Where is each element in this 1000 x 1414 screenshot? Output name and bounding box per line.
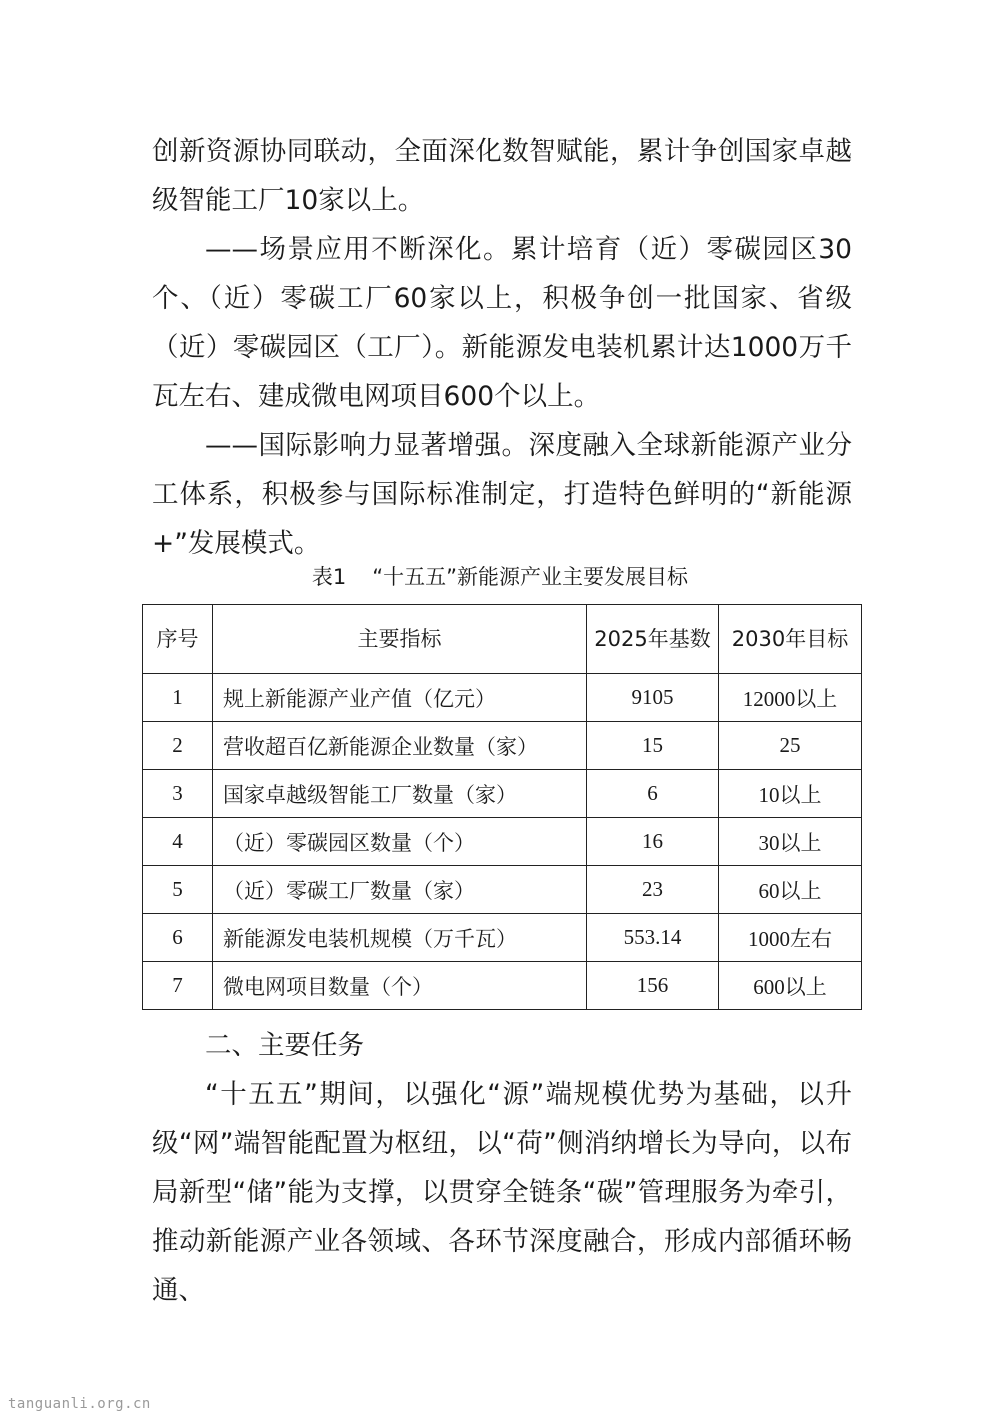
cell-target: 30以上 — [719, 818, 862, 866]
cell-base: 553.14 — [587, 914, 719, 962]
cell-target: 25 — [719, 722, 862, 770]
cell-target: 1000左右 — [719, 914, 862, 962]
cell-base: 15 — [587, 722, 719, 770]
table-row — [143, 674, 862, 722]
cell-base: 23 — [587, 866, 719, 914]
paragraph-scenario-application: ——场景应用不断深化。累计培育（近）零碳园区30个、（近）零碳工厂60家以上，积极争创一批国家、省级（近）零碳园区（工厂）。新能源发电装机累计达1000万千瓦左右、建成微电网项目600个以上。 — [152, 234, 852, 412]
cell-no: 1 — [143, 674, 213, 722]
table-caption — [0, 560, 1000, 594]
table-caption-title: “十五五”新能源产业主要发展目标 — [372, 565, 689, 589]
table-row — [143, 770, 862, 818]
watermark: tanguanli.org.cn — [8, 1396, 151, 1412]
cell-target: 600以上 — [719, 962, 862, 1010]
cell-base: 156 — [587, 962, 719, 1010]
header-base-2025: 2025年基数 — [587, 605, 719, 674]
cell-no: 7 — [143, 962, 213, 1010]
table-row — [143, 962, 862, 1010]
cell-base: 9105 — [587, 674, 719, 722]
cell-base: 16 — [587, 818, 719, 866]
cell-no: 5 — [143, 866, 213, 914]
table-caption-label: 表1 — [311, 565, 347, 589]
cell-indicator: 新能源发电装机规模（万千瓦） — [213, 914, 587, 962]
cell-no: 6 — [143, 914, 213, 962]
cell-indicator: 微电网项目数量（个） — [213, 962, 587, 1010]
cell-target: 60以上 — [719, 866, 862, 914]
cell-indicator: 国家卓越级智能工厂数量（家） — [213, 770, 587, 818]
header-indicator: 主要指标 — [213, 605, 587, 674]
table-row — [143, 914, 862, 962]
cell-indicator: （近）零碳工厂数量（家） — [213, 866, 587, 914]
table-header-row — [143, 605, 862, 674]
paragraph-intelligent-factories: 创新资源协同联动，全面深化数智赋能，累计争创国家卓越级智能工厂10家以上。 — [152, 136, 852, 216]
table-row — [143, 818, 862, 866]
cell-target: 12000以上 — [719, 674, 862, 722]
cell-target: 10以上 — [719, 770, 862, 818]
header-target-2030: 2030年目标 — [719, 605, 862, 674]
cell-no: 3 — [143, 770, 213, 818]
cell-base: 6 — [587, 770, 719, 818]
cell-indicator: 规上新能源产业产值（亿元） — [213, 674, 587, 722]
cell-no: 4 — [143, 818, 213, 866]
cell-indicator: （近）零碳园区数量（个） — [213, 818, 587, 866]
paragraph-international-influence: ——国际影响力显著增强。深度融入全球新能源产业分工体系，积极参与国际标准制定，打造特色鲜明的“新能源+”发展模式。 — [152, 430, 852, 559]
cell-indicator: 营收超百亿新能源企业数量（家） — [213, 722, 587, 770]
table-row — [143, 722, 862, 770]
paragraph-main-tasks: “十五五”期间，以强化“源”端规模优势为基础，以升级“网”端智能配置为枢纽，以“荷”侧消纳增长为导向，以布局新型“储”能为支撑，以贯穿全链条“碳”管理服务为牵引，推动新能源产业各领域、各环节深度融合，形成内部循环畅通、 — [152, 1079, 852, 1306]
development-targets-table — [142, 604, 862, 1010]
cell-no: 2 — [143, 722, 213, 770]
header-no: 序号 — [143, 605, 213, 674]
section-heading: 二、主要任务 — [205, 1030, 364, 1061]
table-row — [143, 866, 862, 914]
